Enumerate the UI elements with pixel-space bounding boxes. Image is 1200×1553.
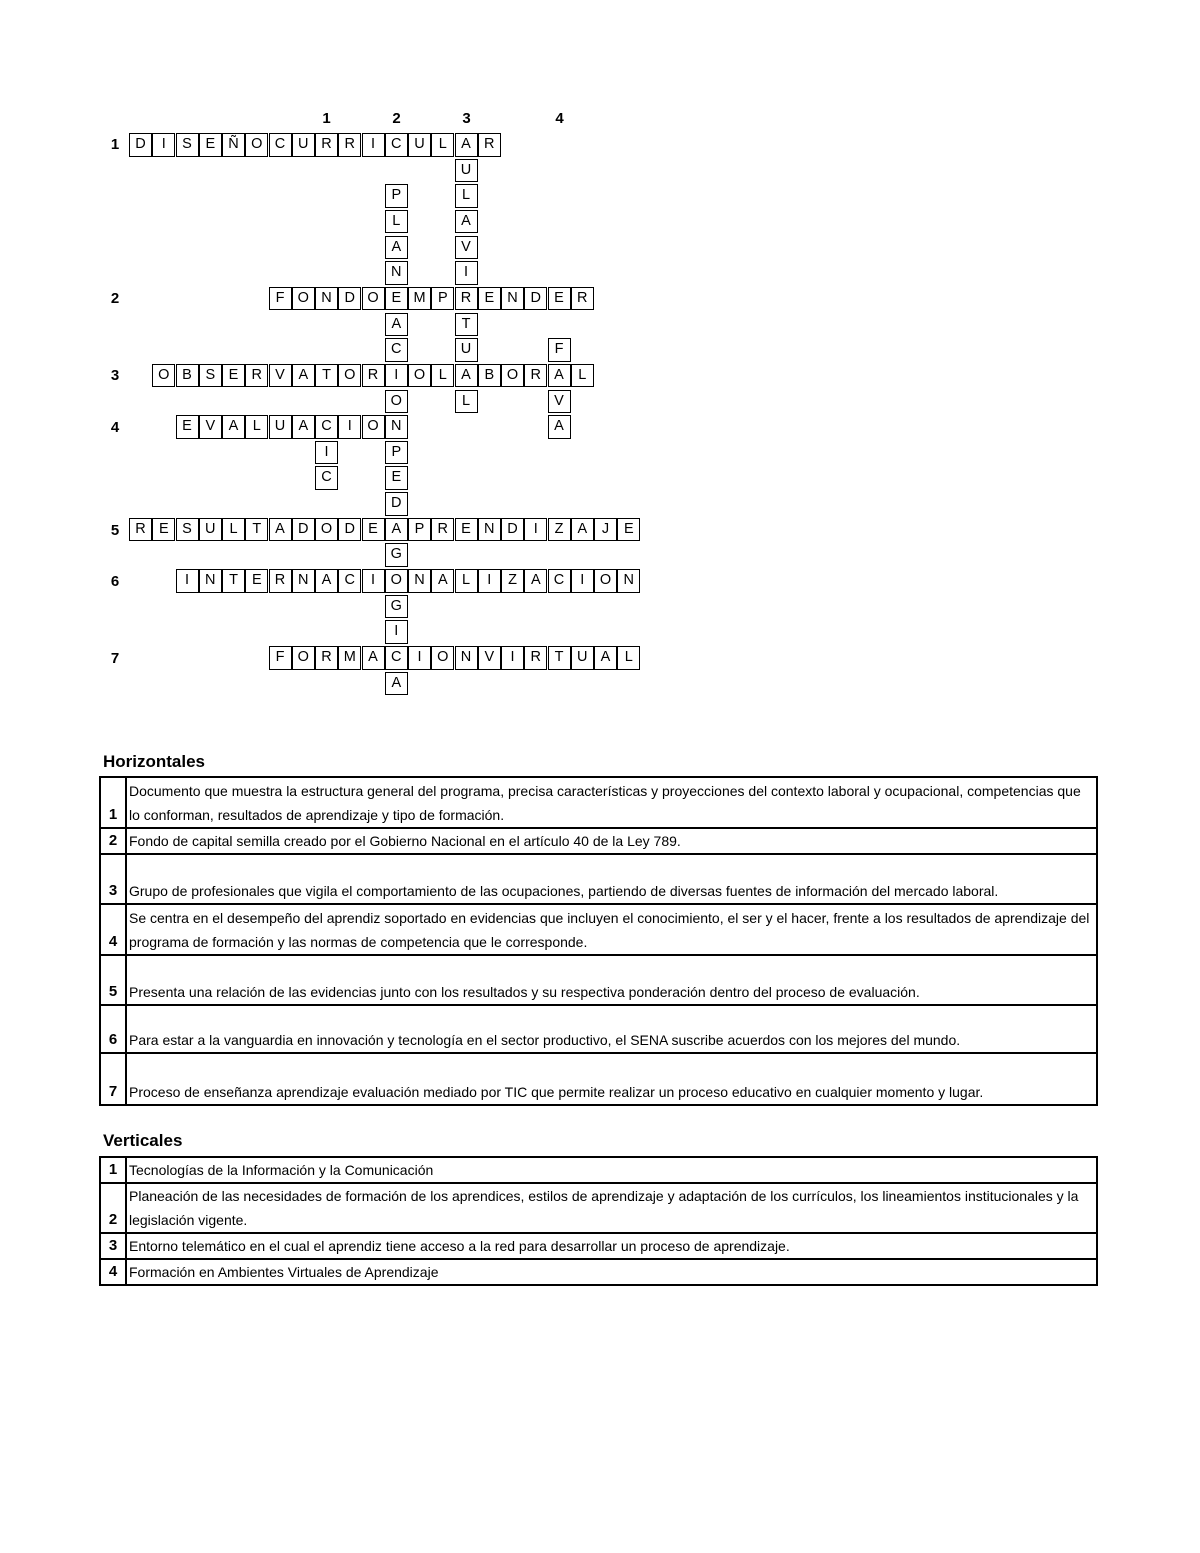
- column-number: 3: [462, 110, 471, 127]
- crossword-cell: R: [362, 364, 385, 388]
- clue-number: 2: [100, 828, 126, 854]
- crossword-cell: A: [385, 518, 408, 542]
- crossword-cell: A: [571, 518, 594, 542]
- crossword-cell: U: [455, 159, 478, 183]
- crossword-cell: A: [315, 569, 338, 593]
- clue-number: 2: [100, 1183, 126, 1233]
- crossword-cell: A: [269, 518, 292, 542]
- crossword-cell: R: [269, 569, 292, 593]
- crossword-cell: G: [385, 543, 408, 567]
- crossword-cell: E: [385, 466, 408, 490]
- clue-row: [100, 1157, 1097, 1183]
- crossword-cell: V: [548, 390, 571, 414]
- crossword-cell: R: [524, 646, 547, 670]
- crossword-cell: A: [362, 646, 385, 670]
- clue-text: Entorno telemático en el cual el aprendiz tiene acceso a la red para desarrollar un proceso de aprendizaje.: [126, 1233, 1097, 1259]
- clue-number: 1: [100, 1157, 126, 1183]
- crossword-cell: E: [548, 287, 571, 311]
- crossword-cell: Ñ: [222, 133, 245, 157]
- row-number: 2: [110, 290, 120, 307]
- crossword-cell: O: [152, 364, 175, 388]
- crossword-cell: S: [176, 518, 199, 542]
- crossword-cell: O: [385, 569, 408, 593]
- crossword-cell: R: [315, 646, 338, 670]
- crossword-cell: O: [501, 364, 524, 388]
- crossword-cell: E: [199, 133, 222, 157]
- crossword-cell: U: [455, 338, 478, 362]
- crossword-cell: N: [315, 287, 338, 311]
- crossword-cell: L: [222, 518, 245, 542]
- crossword-cell: E: [222, 364, 245, 388]
- row-number: 4: [110, 419, 120, 436]
- crossword-cell: U: [269, 415, 292, 439]
- crossword-cell: O: [594, 569, 617, 593]
- crossword-cell: T: [245, 518, 268, 542]
- clue-row: [100, 904, 1097, 955]
- column-number: 1: [322, 110, 331, 127]
- crossword-cell: U: [571, 646, 594, 670]
- horizontales-title: Horizontales: [103, 752, 206, 771]
- crossword-cell: R: [129, 518, 152, 542]
- crossword-cell: E: [385, 287, 408, 311]
- column-number: 4: [555, 110, 564, 127]
- clue-row: [100, 1183, 1097, 1233]
- crossword-cell: E: [152, 518, 175, 542]
- clue-text: Fondo de capital semilla creado por el Gobierno Nacional en el artículo 40 de la Ley 789.: [126, 828, 1097, 854]
- crossword-cell: L: [617, 646, 640, 670]
- crossword-cell: O: [338, 364, 361, 388]
- clue-row: [100, 777, 1097, 828]
- row-number: 5: [110, 522, 120, 539]
- crossword-cell: S: [199, 364, 222, 388]
- crossword-cell: R: [478, 133, 501, 157]
- crossword-cell: I: [152, 133, 175, 157]
- crossword-cell: I: [478, 569, 501, 593]
- crossword-cell: O: [408, 364, 431, 388]
- crossword-cell: I: [455, 261, 478, 285]
- crossword-cell: I: [338, 415, 361, 439]
- crossword-cell: E: [455, 518, 478, 542]
- crossword-cell: A: [292, 364, 315, 388]
- crossword-cell: O: [292, 646, 315, 670]
- crossword-cell: L: [385, 210, 408, 234]
- crossword-cell: D: [501, 518, 524, 542]
- crossword-cell: D: [524, 287, 547, 311]
- crossword-cell: D: [338, 518, 361, 542]
- clue-row: [100, 1259, 1097, 1285]
- crossword-cell: I: [571, 569, 594, 593]
- crossword-cell: O: [362, 415, 385, 439]
- crossword-cell: P: [385, 184, 408, 208]
- crossword-cell: D: [338, 287, 361, 311]
- crossword-cell: R: [338, 133, 361, 157]
- crossword-cell: A: [548, 415, 571, 439]
- crossword-cell: T: [455, 313, 478, 337]
- crossword-cell: V: [455, 236, 478, 260]
- crossword-cell: A: [222, 415, 245, 439]
- crossword-cell: O: [362, 287, 385, 311]
- crossword-cell: C: [548, 569, 571, 593]
- clue-row: [100, 1053, 1097, 1105]
- crossword-cell: A: [455, 133, 478, 157]
- crossword-cell: I: [385, 620, 408, 644]
- crossword-cell: Z: [501, 569, 524, 593]
- crossword-cell: I: [176, 569, 199, 593]
- crossword-cell: M: [408, 287, 431, 311]
- clue-number: 4: [100, 904, 126, 955]
- clue-number: 1: [100, 777, 126, 828]
- crossword-cell: P: [408, 518, 431, 542]
- crossword-cell: L: [455, 390, 478, 414]
- clue-row: [100, 955, 1097, 1005]
- crossword-cell: U: [199, 518, 222, 542]
- crossword-cell: A: [292, 415, 315, 439]
- clue-number: 6: [100, 1005, 126, 1053]
- verticales-title: Verticales: [103, 1131, 183, 1150]
- clue-text: Documento que muestra la estructura general del programa, precisa características y proyecciones del contexto laboral y ocupacional, competencias que lo conforman, resultados de aprendizaje y tipo de formación.: [126, 777, 1097, 828]
- crossword-cell: J: [594, 518, 617, 542]
- crossword-cell: R: [315, 133, 338, 157]
- crossword-cell: U: [408, 133, 431, 157]
- clue-row: [100, 854, 1097, 904]
- crossword-cell: A: [455, 364, 478, 388]
- crossword-cell: F: [548, 338, 571, 362]
- clue-number: 3: [100, 1233, 126, 1259]
- crossword-cell: D: [385, 492, 408, 516]
- crossword-cell: I: [524, 518, 547, 542]
- clue-text: Formación en Ambientes Virtuales de Aprendizaje: [126, 1259, 1097, 1285]
- crossword-cell: V: [199, 415, 222, 439]
- clue-row: [100, 1005, 1097, 1053]
- clue-number: 3: [100, 854, 126, 904]
- column-number: 2: [392, 110, 401, 127]
- clue-number: 5: [100, 955, 126, 1005]
- crossword-cell: C: [338, 569, 361, 593]
- clue-text: Grupo de profesionales que vigila el comportamiento de las ocupaciones, partiendo de diversas fuentes de información del mercado laboral.: [126, 854, 1097, 904]
- verticales-table: [99, 1156, 1098, 1286]
- crossword-cell: R: [431, 518, 454, 542]
- crossword-grid: [0, 0, 1200, 720]
- crossword-cell: E: [617, 518, 640, 542]
- clue-text: Proceso de enseñanza aprendizaje evaluación mediado por TIC que permite realizar un proceso educativo en cualquier momento y lugar.: [126, 1053, 1097, 1105]
- crossword-cell: U: [292, 133, 315, 157]
- crossword-cell: O: [245, 133, 268, 157]
- crossword-cell: I: [315, 441, 338, 465]
- crossword-cell: A: [385, 236, 408, 260]
- crossword-cell: R: [524, 364, 547, 388]
- crossword-cell: F: [269, 646, 292, 670]
- clue-number: 4: [100, 1259, 126, 1285]
- crossword-cell: D: [292, 518, 315, 542]
- crossword-cell: I: [501, 646, 524, 670]
- crossword-cell: C: [269, 133, 292, 157]
- crossword-cell: C: [315, 415, 338, 439]
- crossword-cell: S: [176, 133, 199, 157]
- crossword-cell: R: [245, 364, 268, 388]
- crossword-cell: N: [478, 518, 501, 542]
- crossword-cell: M: [338, 646, 361, 670]
- crossword-cell: B: [478, 364, 501, 388]
- crossword-cell: N: [292, 569, 315, 593]
- crossword-cell: A: [524, 569, 547, 593]
- crossword-cell: N: [501, 287, 524, 311]
- crossword-cell: R: [571, 287, 594, 311]
- clue-text: Para estar a la vanguardia en innovación y tecnología en el sector productivo, el SENA suscribe acuerdos con los mejores del mundo.: [126, 1005, 1097, 1053]
- crossword-cell: B: [176, 364, 199, 388]
- crossword-cell: A: [385, 313, 408, 337]
- crossword-cell: T: [315, 364, 338, 388]
- crossword-cell: N: [385, 415, 408, 439]
- crossword-cell: T: [548, 646, 571, 670]
- crossword-cell: N: [455, 646, 478, 670]
- crossword-cell: A: [455, 210, 478, 234]
- clue-text: Presenta una relación de las evidencias junto con los resultados y su respectiva ponderación dentro del proceso de evaluación.: [126, 955, 1097, 1005]
- crossword-cell: N: [199, 569, 222, 593]
- crossword-cell: D: [129, 133, 152, 157]
- crossword-cell: C: [315, 466, 338, 490]
- crossword-cell: A: [385, 672, 408, 696]
- crossword-cell: P: [385, 441, 408, 465]
- crossword-cell: G: [385, 595, 408, 619]
- crossword-cell: I: [362, 569, 385, 593]
- crossword-cell: R: [455, 287, 478, 311]
- crossword-cell: A: [431, 569, 454, 593]
- crossword-cell: I: [385, 364, 408, 388]
- crossword-cell: L: [431, 133, 454, 157]
- clue-text: Se centra en el desempeño del aprendiz soportado en evidencias que incluyen el conocimiento, el ser y el hacer, frente a los resultados de aprendizaje del programa de formación y las normas de competencia que le corresponde.: [126, 904, 1097, 955]
- crossword-cell: V: [269, 364, 292, 388]
- crossword-cell: C: [385, 133, 408, 157]
- crossword-cell: E: [245, 569, 268, 593]
- crossword-cell: A: [594, 646, 617, 670]
- crossword-cell: I: [408, 646, 431, 670]
- clue-row: [100, 1233, 1097, 1259]
- crossword-cell: O: [292, 287, 315, 311]
- crossword-cell: L: [245, 415, 268, 439]
- crossword-cell: L: [455, 569, 478, 593]
- crossword-cell: N: [408, 569, 431, 593]
- crossword-cell: O: [385, 390, 408, 414]
- crossword-cell: N: [385, 261, 408, 285]
- clue-number: 7: [100, 1053, 126, 1105]
- crossword-cell: L: [431, 364, 454, 388]
- crossword-cell: A: [548, 364, 571, 388]
- row-number: 3: [110, 367, 120, 384]
- crossword-cell: E: [478, 287, 501, 311]
- crossword-cell: O: [431, 646, 454, 670]
- crossword-cell: F: [269, 287, 292, 311]
- crossword-cell: V: [478, 646, 501, 670]
- crossword-cell: Z: [548, 518, 571, 542]
- crossword-cell: C: [385, 646, 408, 670]
- clue-row: [100, 828, 1097, 854]
- row-number: 7: [110, 650, 120, 667]
- crossword-cell: C: [385, 338, 408, 362]
- crossword-cell: P: [431, 287, 454, 311]
- crossword-cell: O: [315, 518, 338, 542]
- crossword-cell: L: [571, 364, 594, 388]
- clue-text: Planeación de las necesidades de formación de los aprendices, estilos de aprendizaje y adaptación de los currículos, los lineamientos institucionales y la legislación vigente.: [126, 1183, 1097, 1233]
- crossword-cell: E: [176, 415, 199, 439]
- crossword-cell: L: [455, 184, 478, 208]
- crossword-cell: E: [362, 518, 385, 542]
- clue-text: Tecnologías de la Información y la Comunicación: [126, 1157, 1097, 1183]
- row-number: 1: [110, 136, 120, 153]
- crossword-cell: T: [222, 569, 245, 593]
- row-number: 6: [110, 573, 120, 590]
- crossword-cell: I: [362, 133, 385, 157]
- crossword-cell: N: [617, 569, 640, 593]
- horizontales-table: [99, 776, 1098, 1106]
